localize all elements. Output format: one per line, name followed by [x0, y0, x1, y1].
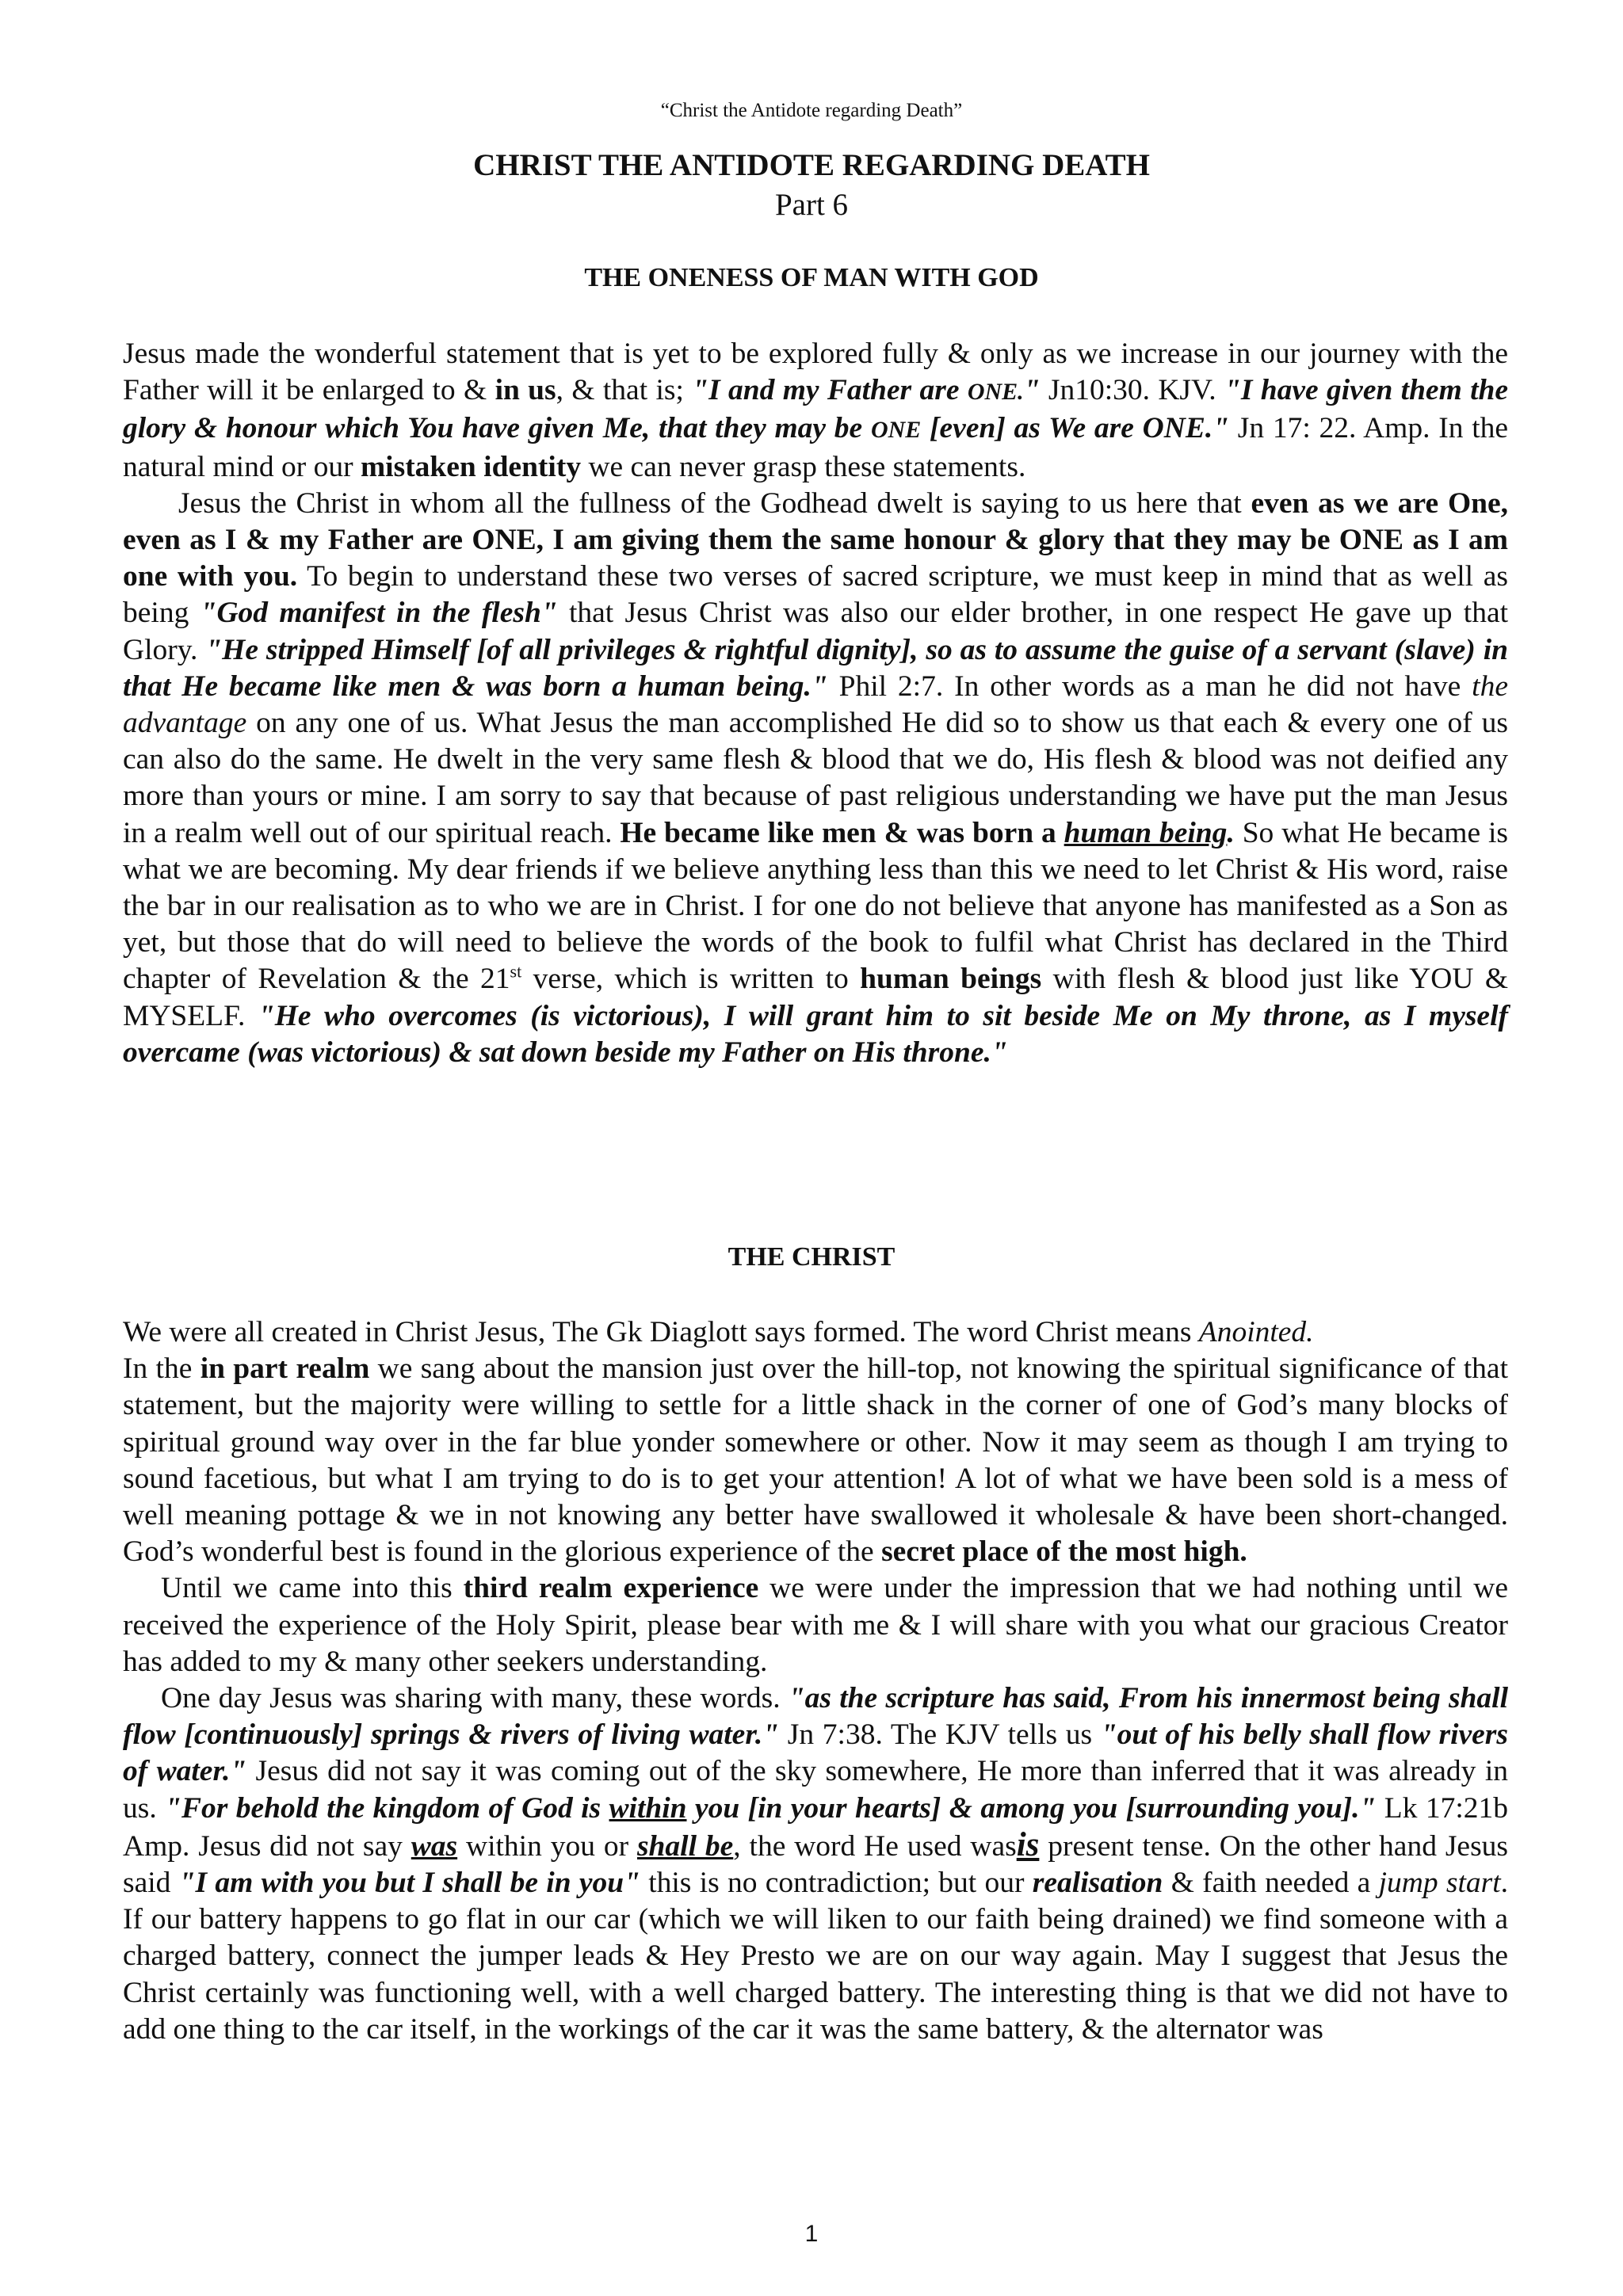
quote: "For behold the kingdom of God is	[165, 1791, 609, 1825]
section-body-christ	[123, 1314, 1508, 2048]
paragraph	[123, 486, 1508, 1071]
emphasis: shall be	[636, 1829, 734, 1863]
quote: ONE.	[967, 379, 1024, 406]
document-title: CHRIST THE ANTIDOTE REGARDING DEATH	[473, 148, 1150, 182]
quote: "out of his belly shall flow rivers of water."	[123, 1718, 1508, 1788]
quote: "He stripped Himself [of all privileges & rightful dignity], so as to assume the guise of a servant (slave) in that He became like men & was born a human being."	[123, 633, 1508, 703]
section-body-oneness	[123, 336, 1508, 1071]
text-run: , the word He used was	[733, 1829, 1017, 1863]
text-run: we can never grasp these statements.	[581, 450, 1026, 483]
text-run: that Jesus Christ was also our elder brother, in one respect He gave up that Glory.	[123, 597, 1509, 666]
emphasis: Anointed.	[1198, 1316, 1314, 1348]
text-run: verse, which is written to	[521, 963, 861, 996]
text-run: So what He became is what we are becoming. My dear friends if we believe anything less than this we need to let Christ & His word, raise the bar in our realisation as to who we are in Christ. I for one do not believe that anyone has manifested as a Son as yet, but those that do will need to believe the words of the book to fulfil what Christ has declared in the Third chapter of Revelation & the 21	[123, 816, 1508, 996]
text-run: with flesh & blood just like YOU & MYSELF.	[123, 963, 1508, 1032]
quote: within	[609, 1791, 687, 1825]
emphasis: human beings	[860, 963, 1042, 996]
quote: [even] as We are ONE."	[921, 412, 1230, 445]
quote: "I and my Father are	[692, 374, 968, 407]
text-run: , & that is;	[556, 374, 693, 407]
quote: "I have given them the glory & honour which You have given Me, that they may be	[123, 374, 1509, 445]
text-run: we were under the impression that we had nothing until we received the experience of the Holy Spirit, please bear with me & I will share with you what our gracious Creator has added to my & many other seekers understanding.	[123, 1572, 1509, 1678]
quote: "as the scripture has said, From his innermost being shall flow [continuously] springs & rivers of living water."	[123, 1682, 1508, 1752]
section-heading-christ: THE CHRIST	[727, 1242, 896, 1272]
emphasis: secret place of the most high.	[881, 1535, 1247, 1569]
text-run: We were all created in Christ Jesus, The Gk Diaglott says formed. The word Christ means	[123, 1316, 1199, 1348]
emphasis: He became like men & was born a	[620, 816, 1064, 849]
text-run: Jn 7:38. The KJV tells us	[779, 1718, 1101, 1752]
emphasis: mistaken identity	[360, 450, 582, 483]
section-heading-oneness: THE ONENESS OF MAN WITH GOD	[584, 263, 1039, 292]
text-run: . If our battery happens to go flat in our car (which we will liken to our faith being drained) we find someone with a charged battery, connect the jumper leads & Hey Presto we are on our way again. May I suggest that Jesus the Christ certainly was functioning well, with a well charged battery. The interesting thing is that we did not have to add one thing to the car itself, in the workings of the car it was the same battery, & the alternator was	[123, 1867, 1508, 2046]
emphasis: .	[1227, 816, 1235, 849]
emphasis: realisation	[1032, 1867, 1163, 1900]
text-run: within you or	[457, 1829, 637, 1863]
emphasis: human being	[1064, 816, 1228, 849]
text-run: we sang about the mansion just over the hill-top, not knowing the spiritual significance of that statement, but the majority were willing to settle for a little shack in the corner of one of God’s many blocks of spiritual ground way over in the far blue yonder somewhere or other. Now it may seem as though I am trying to sound facetious, but what I am trying to do is to get your attention! A lot of what we have been sold is a mess of well meaning pottage & we in not knowing any better have swallowed it wholesale & have been short-changed. God’s wonderful best is found in the glorious experience of the	[123, 1352, 1508, 1569]
text-run: in us	[495, 374, 556, 407]
text-run: Until we came into this	[161, 1572, 464, 1605]
text-run: Jesus did not say it was coming out of the sky somewhere, He more than inferred that it was already in us.	[123, 1755, 1508, 1825]
paragraph	[123, 336, 1508, 486]
emphasis: in part realm	[200, 1352, 370, 1386]
page-number: 1	[804, 2221, 819, 2247]
text-run: & faith needed a	[1163, 1867, 1379, 1900]
superscript: st	[510, 961, 522, 982]
paragraph	[123, 1570, 1508, 1680]
text-run: To begin to understand these two verses of sacred scripture, we must keep in mind that as well as being	[123, 560, 1508, 630]
emphasis: jump start	[1378, 1867, 1501, 1900]
quote: "I am with you but I shall be in you"	[178, 1867, 640, 1900]
paragraph	[123, 1314, 1508, 1351]
emphasis: third realm experience	[463, 1572, 759, 1605]
reference: Jn10:30. KJV.	[1040, 374, 1224, 407]
emphasis: even as we are One, even as I & my Father are ONE, I am giving them the same honour & glory that they may be ONE as I am one with you.	[123, 486, 1508, 593]
quote: you [in your hearts] & among you [surrounding you]."	[686, 1791, 1377, 1825]
text-run: Jesus the Christ in whom all the fullness of the Godhead dwelt is saying to us here that	[178, 486, 1251, 520]
emphasis: the advantage	[123, 669, 1508, 740]
emphasis: is	[1016, 1825, 1040, 1863]
text-run: on any one of us. What Jesus the man accomplished He did so to show us that each & every one of us can also do the same. He dwelt in the very same flesh & blood that we do, His flesh & blood was not deified any more than yours or mine. I am sorry to say that because of past religious understanding we have put the man Jesus in a realm well out of our spiritual reach.	[123, 707, 1508, 849]
quote: "	[1023, 374, 1041, 407]
part-label: Part 6	[774, 188, 849, 222]
text-run: Lk 17:21b Amp. Jesus did not say	[123, 1791, 1509, 1863]
quote: ONE	[870, 417, 922, 444]
running-header: “Christ the Antidote regarding Death”	[660, 100, 963, 121]
text-run: In the	[123, 1352, 200, 1386]
text-run: Phil 2:7. In other words as a man he did not have	[827, 669, 1472, 703]
text-run: Jesus made the wonderful statement that is yet to be explored fully & only as we increase in our journey with the Father will it be enlarged to &	[123, 338, 1508, 407]
text-run: this is no contradiction; but our	[640, 1867, 1033, 1900]
paragraph	[123, 1351, 1508, 1570]
quote: "God manifest in the flesh"	[200, 597, 558, 630]
text-run: One day Jesus was sharing with many, these words.	[161, 1682, 789, 1715]
emphasis: was	[411, 1829, 458, 1863]
paragraph	[123, 1680, 1508, 2048]
quote: "He who overcomes (is victorious), I will grant him to sit beside Me on My throne, as I myself overcame (was victorious) & sat down beside my Father on His throne."	[123, 999, 1508, 1069]
text-run: Jn 17: 22. Amp. In the natural mind or our	[123, 412, 1509, 483]
text-run: present tense. On the other hand Jesus said	[123, 1829, 1509, 1900]
